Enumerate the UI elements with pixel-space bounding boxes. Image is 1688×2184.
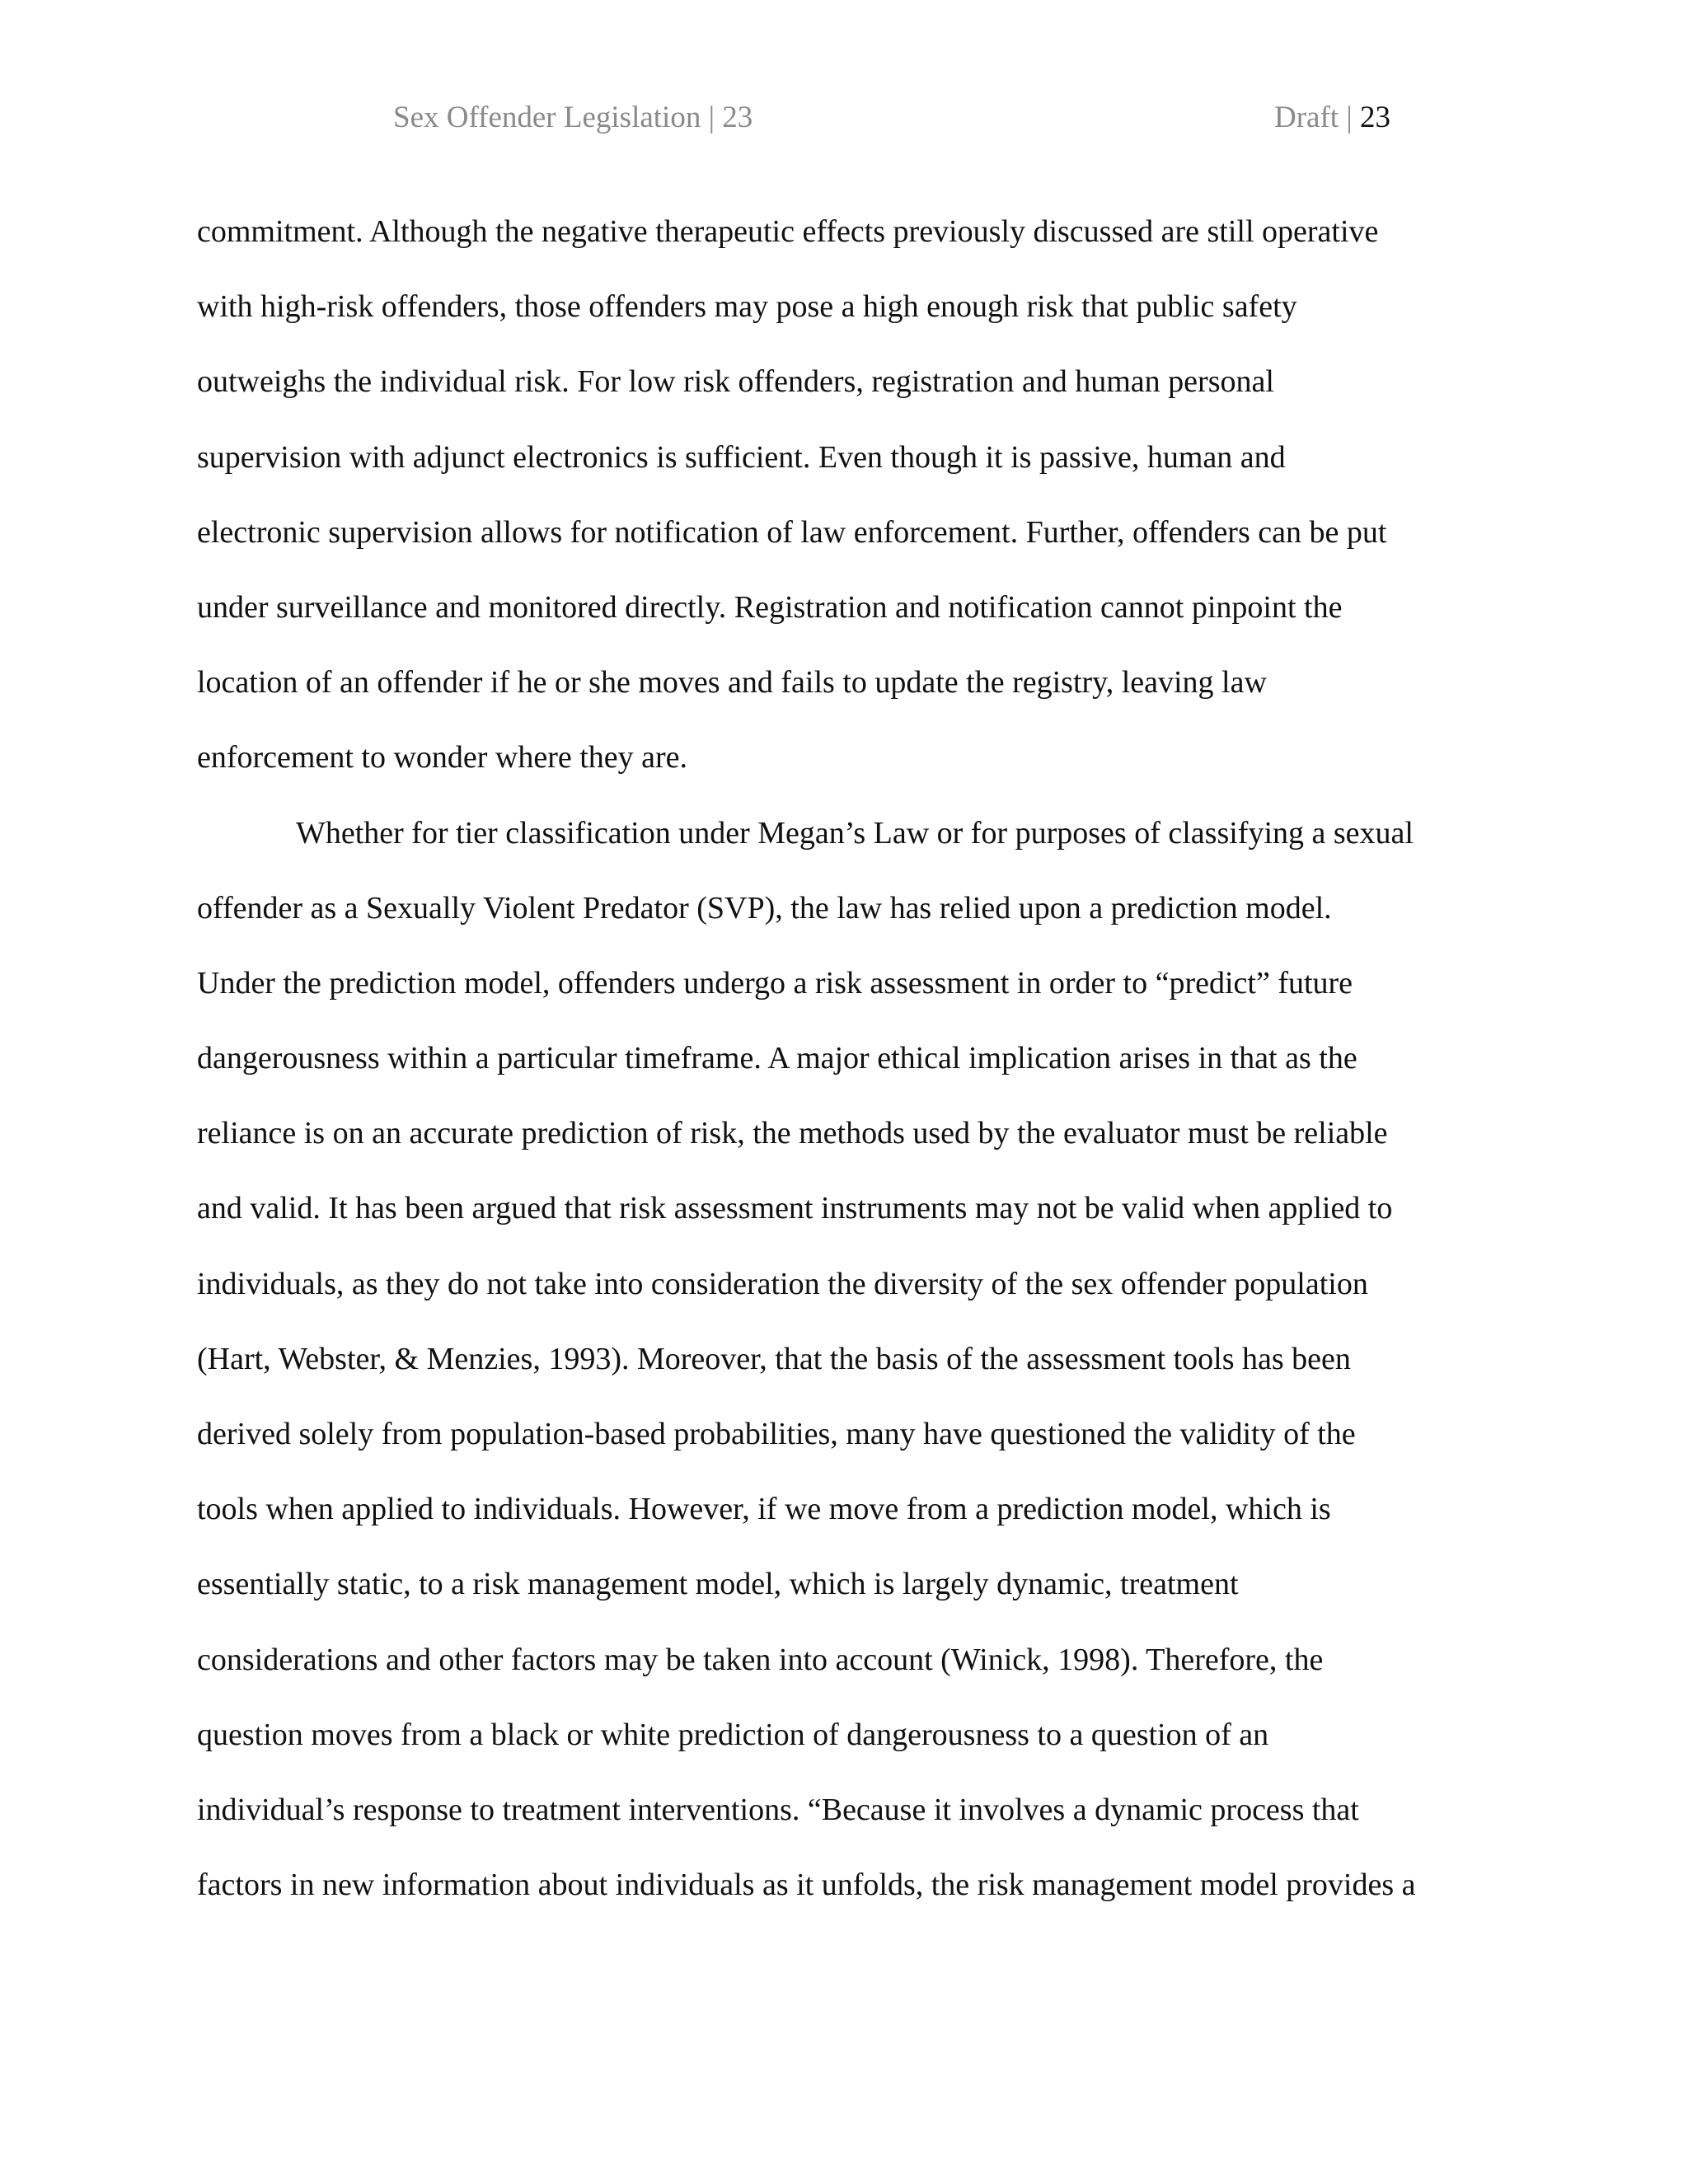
text-line: considerations and other factors may be taken into account (Winick, 1998). Therefore, the xyxy=(197,1642,1324,1677)
text-line: under surveillance and monitored directly. Registration and notification cannot pinpoint the xyxy=(197,589,1343,625)
paragraph-first-line: Whether for tier classification under Megan’s Law or for purposes of classifying a sexual xyxy=(296,815,1414,851)
text-line: individuals, as they do not take into consideration the diversity of the sex offender population xyxy=(197,1266,1368,1301)
text-line: derived solely from population-based probabilities, many have questioned the validity of the xyxy=(197,1417,1356,1451)
text-line: supervision with adjunct electronics is sufficient. Even though it is passive, human and xyxy=(197,439,1286,475)
header-draft-text: Draft | xyxy=(1274,101,1360,134)
running-header xyxy=(393,97,1390,138)
text-line: tools when applied to individuals. However, if we move from a prediction model, which is xyxy=(197,1492,1331,1527)
header-draft-label xyxy=(1274,97,1390,138)
text-line: reliance is on an accurate prediction of risk, the methods used by the evaluator must be reliable xyxy=(197,1116,1388,1151)
text-line: and valid. It has been argued that risk assessment instruments may not be valid when applied to xyxy=(197,1191,1393,1226)
text-line: commitment. Although the negative therapeutic effects previously discussed are still operative xyxy=(197,214,1379,249)
text-line: Under the prediction model, offenders undergo a risk assessment in order to “predict” future xyxy=(197,965,1353,1001)
text-line: dangerousness within a particular timeframe. A major ethical implication arises in that as the xyxy=(197,1041,1357,1076)
text-line: factors in new information about individuals as it unfolds, the risk management model provides a xyxy=(197,1868,1416,1903)
text-line: individual’s response to treatment interventions. “Because it involves a dynamic process that xyxy=(197,1792,1359,1827)
header-title: Sex Offender Legislation | 23 xyxy=(393,101,753,134)
text-line: enforcement to wonder where they are. xyxy=(197,740,688,776)
text-line: with high-risk offenders, those offenders may pose a high enough risk that public safety xyxy=(197,289,1297,325)
text-line: (Hart, Webster, & Menzies, 1993). Moreover, that the basis of the assessment tools has been xyxy=(197,1341,1351,1376)
text-line: question moves from a black or white prediction of dangerousness to a question of an xyxy=(197,1717,1269,1752)
body-text xyxy=(197,194,1483,1923)
text-line: offender as a Sexually Violent Predator (SVP), the law has relied upon a prediction model. xyxy=(197,890,1332,926)
text-line: location of an offender if he or she moves and fails to update the registry, leaving law xyxy=(197,665,1267,701)
text-line: outweighs the individual risk. For low risk offenders, registration and human personal xyxy=(197,364,1274,400)
header-page-number: 23 xyxy=(1360,101,1390,134)
text-line: essentially static, to a risk management model, which is largely dynamic, treatment xyxy=(197,1567,1239,1602)
text-line: electronic supervision allows for notification of law enforcement. Further, offenders can be put xyxy=(197,514,1387,550)
